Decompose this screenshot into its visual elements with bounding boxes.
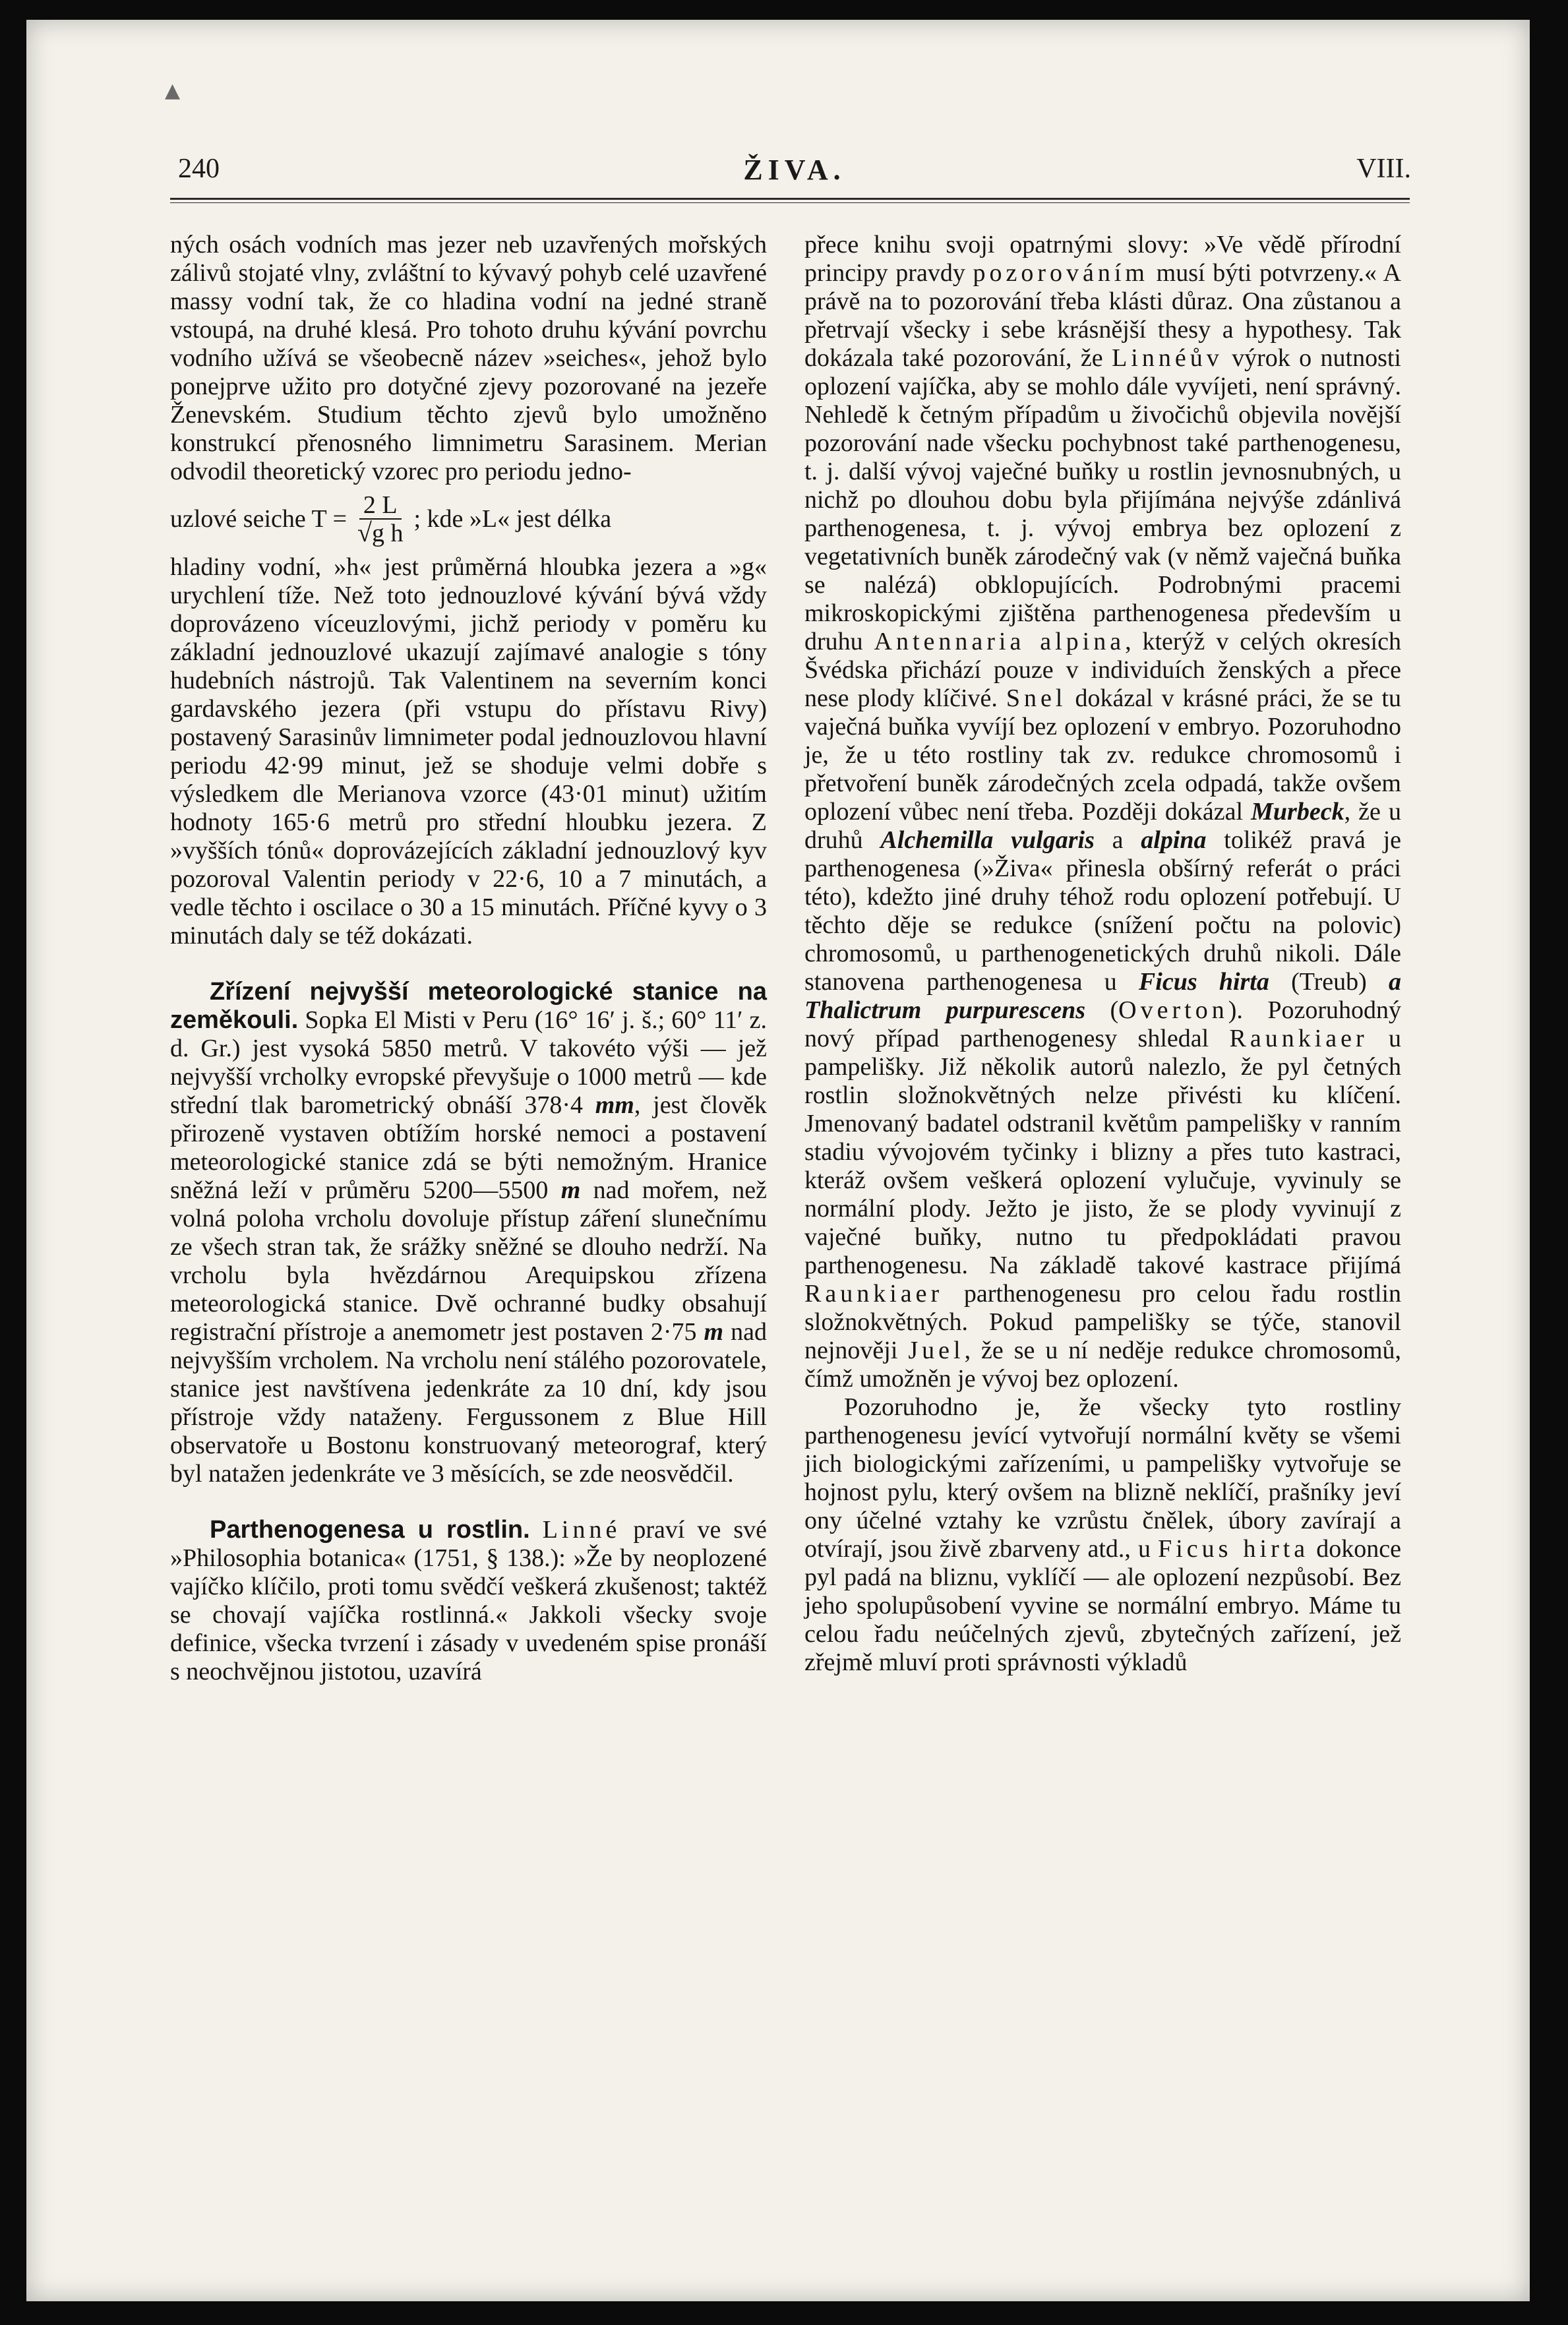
formula-denominator: g h	[371, 519, 404, 547]
journal-title: ŽIVA.	[743, 154, 846, 186]
right-column	[804, 231, 1401, 1677]
parthenogenesis-observations-paragraph: Pozoruhodno je, že všecky tyto rostliny parthenogenesu jevící vytvořují normální květy se všemi jich biologickými zařízeními, u pampelišky vytvořuje se hojnost pylu, který ovšem na blizně neklíčí, prašníky jeví ony účelné vztahy ke vzrůstu čnělek, úbory zavírají a otvírají, jsou živě zbarveny atd., u Ficus hirta dokonce pyl padá na bliznu, vyklíčí — ale oplození nezpůsobí. Bez jeho spolupůsobení vyvine se normální embryo. Máme tu celou řadu neúčelných zjevů, zbytečných zařízení, jež zřejmě mluví proti správnosti výkladů	[804, 1393, 1401, 1676]
formula-denominator-wrap	[353, 517, 407, 547]
merian-formula	[170, 487, 767, 551]
header-rule	[170, 198, 1410, 203]
square-root-icon: √	[357, 517, 372, 547]
seiches-paragraph-continued: hladiny vodní, »h« jest průměrná hloubka jezera a »g« urychlení tíže. Než toto jednouzlové kývání bývá vždy doprovázeno víceuzlovými, jichž periody v poměru ku základní jednouzlové ukazují zajímavé analogie s tóny hudebních nástrojů. Tak Valentinem na severním konci gardavského jezera (při vstupu do přístavu Rivy) postavený Sarasinův limnimeter podal jednouzlovou hlavní periodu 42·99 minut, jež se shoduje velmi dobře s výsledkem dle Merianova vzorce (43·01 minut) užitím hodnoty 165·6 metrů pro střední hloubku jezera. Z »vyšších tónů« doprovázejících základní jednouzlový kyv pozoroval Valentin periody v 22·6, 10 a 7 minutách, a vedle těchto i oscilace o 30 a 15 minutách. Příčné kyvy o 3 minutách daly se též dokázati.	[170, 553, 767, 950]
page-number: 240	[178, 154, 220, 184]
volume-number: VIII.	[1356, 154, 1411, 184]
scan-artifact-icon: ▲	[165, 79, 181, 102]
formula-fraction	[353, 492, 407, 547]
section-title-parthenogenesis: Parthenogenesa u rostlin.	[210, 1516, 530, 1544]
parthenogenesis-paragraph: Parthenogenesa u rostlin. Linné praví ve své »Philosophia botanica« (1751, § 138.): »Že by neoplozené vajíčko klíčilo, proti tomu svědčí veškerá zkušenost; taktéž se chovají vajíčka rostlinná.« Jakkoli všecky svoje definice, všecka tvrzení i zásady v uvedeném spise pronáší s neochvějnou jistotou, uzavírá	[170, 1516, 767, 1685]
left-column	[170, 231, 767, 1686]
meteorological-station-paragraph: Zřízení nejvyšší meteorologické stanice na zeměkouli. Sopka El Misti v Peru (16° 16′ j. š.; 60° 11′ z. d. Gr.) jest vysoká 5850 metrů. V takovéto výši — jež nejvyšší vrcholky evropské převyšuje o 1000 metrů — kde střední tlak barometrický obnáší 378·4 mm, jest člověk přirozeně vystaven obtížím horské nemoci a postavení meteorologické stanice zdá se býti nemožným. Hranice sněžná leží v průměru 5200—5500 m nad mořem, než volná poloha vrcholu dovoluje přístup záření slunečnímu ze všech stran tak, že srážky sněžné se dlouho nedrží. Na vrcholu byla hvězdárnou Arequipskou zřízena meteorologická stanice. Dvě ochranné budky obsahují registrační přístroje a anemometr jest postaven 2·75 m nad nejvyšším vrcholem. Na vrcholu není stálého pozorovatele, stanice jest navštívena jedenkráte za 10 dní, kdy jsou přístroje vždy nataženy. Fergussonem z Blue Hill observatoře u Bostonu konstruovaný meteorograf, který byl natažen jedenkráte ve 3 měsících, se zde neosvědčil.	[170, 978, 768, 1488]
section-title-meteorology: Zřízení nejvyšší meteorologické stanice na zeměkouli.	[170, 978, 767, 1034]
section-gap	[170, 950, 767, 978]
section-gap	[170, 1488, 767, 1516]
parthenogenesis-paragraph-continued: přece knihu svoji opatrnými slovy: »Ve vědě přírodní principy pravdy pozorováním musí býti potvrzeny.« A právě na to pozorování třeba klásti důraz. Ona zůstanou a přetrvají všecky i sebe krásnější thesy a hypothesy. Tak dokázala také pozorování, že Linnéův výrok o nutnosti oplození vajíčka, aby se mohlo dále vyvíjeti, není správný. Nehledě k četným případům u živočichů objevila novější pozorování nade všecku pochybnost také parthenogenesu, t. j. další vývoj vaječné buňky u rostlin jevnosnubných, u nichž po dlouhou dobu byla přijímána nejvýše zdánlivá parthenogenesa, t. j. vývoj embrya bez oplození z vegetativních buněk zárodečný vak (v němž vaječná buňka se nalézá) obklopujících. Podrobnými pracemi mikroskopickými zjištěna parthenogenesa především u druhu Antennaria alpina, kterýž v celých okresích Švédska přichází pouze v individuích ženských a přece nese plody klíčivé. Snel dokázal v krásné práci, že se tu vaječná buňka vyvíjí bez oplození v embryo. Pozoruhodno je, že u této rostliny tak zv. redukce chromosomů i přetvoření buněk zárodečných zcela odpadá, takže ovšem oplození vůbec není třeba. Později dokázal Murbeck, že u druhů Alchemilla vulgaris a alpina tolikéž pravá je parthenogenesa (»Živa« přinesla obšírný referát o práci této), kdežto jiné druhy téhož rodu oplození potřebují. U těchto děje se redukce (snížení počtu na polovic) chromosomů, u parthenogenetických druhů nikoli. Dále stanovena parthenogenesa u Ficus hirta (Treub) a Thalictrum purpurescens (Overton). Pozoruhodný nový případ parthenogenesy shledal Raunkiaer u pampelišky. Již několik autorů nalezlo, že pyl četných rostlin složnokvětných nelze přivésti ku klíčení. Jmenovaný badatel odstranil květům pampelišky v ranním stadiu vývojovém tyčinky i blizny a přes tuto kastraci, kteráž ovšem veškerá oplození vylučuje, vyvinuly se normální plody. Ježto je jisto, že se plody vyvinují z vaječné buňky, nutno tu předpokládati pravou parthenogenesu. Na základě takové kastrace přijímá Raunkiaer parthenogenesu pro celou řadu rostlin složnokvětných. Pokud pampelišky se týče, stanovil nejnověji Juel, že se u ní neděje redukce chromosomů, čímž umožněn je vývoj bez oplození.	[804, 231, 1402, 1393]
formula-prefix: uzlové seiche T =	[170, 504, 347, 533]
formula-suffix: ; kde »L« jest délka	[413, 504, 612, 533]
seiches-paragraph: ných osách vodních mas jezer neb uzavřených mořských zálivů stojaté vlny, zvláštní to kývavý pohyb celé uzavřené massy vodní tak, že co hladina vodní na jedné straně vstoupá, na druhé klesá. Pro tohoto druhu kývání povrchu vodního užívá se všeobecně název »seiches«, jehož bylo ponejprve užito pro dotyčné zjevy pozorované na jezeře Ženevském. Studium těchto zjevů bylo umožněno konstrukcí přenosného limnimetru Sarasinem. Merian odvodil theoretický vzorec pro periodu jedno-	[170, 231, 767, 485]
running-header	[178, 153, 1411, 199]
formula-numerator: 2 L	[359, 492, 402, 520]
